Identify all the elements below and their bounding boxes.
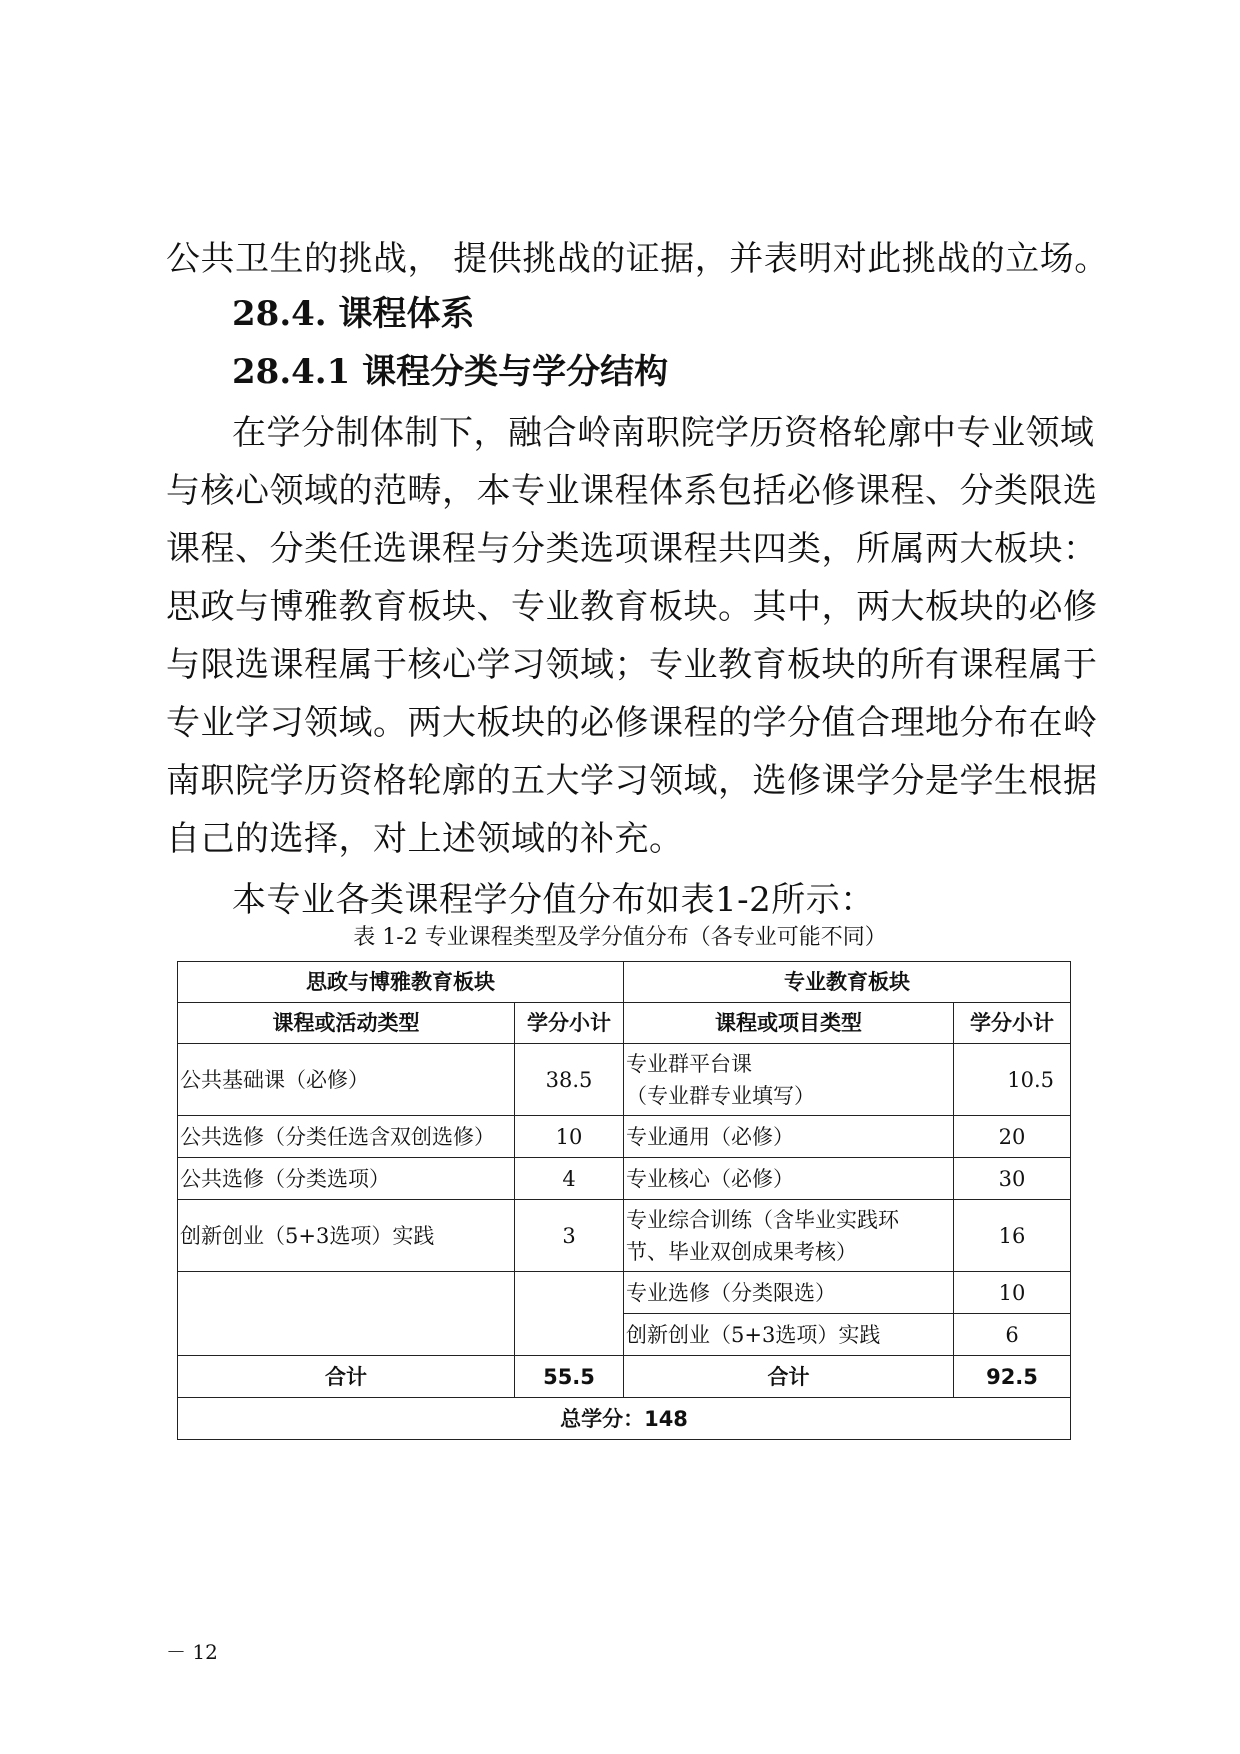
body-text-line: 思政与博雅教育板块、专业教育板块。其中，两大板块的必修 [166,587,1098,627]
body-text-line: 南职院学历资格轮廓的五大学习领域，选修课学分是学生根据 [166,761,1098,801]
column-header: 学分小计 [954,1003,1071,1044]
column-header: 学分小计 [515,1003,624,1044]
total-value: 55.5 [515,1356,624,1398]
table-cell: 专业核心（必修） [624,1158,954,1200]
table-cell: 公共选修（分类任选含双创选修） [178,1116,515,1158]
section-right-header: 专业教育板块 [624,962,1071,1003]
table-cell: 4 [515,1158,624,1200]
column-header: 课程或项目类型 [624,1003,954,1044]
table-intro-text: 本专业各类课程学分值分布如表1-2所示： [232,880,875,920]
table-cell [178,1272,515,1356]
table-cell [624,1044,954,1116]
table-row [178,1116,1071,1158]
total-label: 合计 [178,1356,515,1398]
table-cell: 创新创业（5+3选项）实践 [178,1200,515,1272]
section-heading: 28.4. 课程体系 [232,294,475,334]
table-cell: 6 [954,1314,1071,1356]
table-cell: 3 [515,1200,624,1272]
table-cell: 10.5 [954,1044,1071,1116]
body-text-line: 自己的选择，对上述领域的补充。 [166,819,684,859]
table-row [178,1272,1071,1314]
body-text-line: 公共卫生的挑战， 提供挑战的证据，并表明对此挑战的立场。 [166,239,1109,279]
subsection-heading: 28.4.1 课程分类与学分结构 [232,352,669,392]
cell-line: 节、毕业双创成果考核） [626,1239,857,1264]
page-number: － 12 [166,1640,218,1664]
body-text-line: 在学分制体制下，融合岭南职院学历资格轮廓中专业领域 [232,413,1095,453]
table-column-header-row [178,1003,1071,1044]
table-cell: 创新创业（5+3选项）实践 [624,1314,954,1356]
table-cell: 专业选修（分类限选） [624,1272,954,1314]
table-cell: 公共选修（分类选项） [178,1158,515,1200]
table-row [178,1044,1071,1116]
table-cell: 16 [954,1200,1071,1272]
table-cell: 38.5 [515,1044,624,1116]
table-cell: 20 [954,1116,1071,1158]
body-text-line: 与限选课程属于核心学习领域；专业教育板块的所有课程属于 [166,645,1098,685]
table-section-header-row [178,962,1071,1003]
table-cell [515,1272,624,1356]
table-cell: 10 [515,1116,624,1158]
grand-total: 总学分：148 [178,1398,1071,1440]
credit-distribution-table [177,961,1071,1440]
table-grand-total-row [178,1398,1071,1440]
section-left-header: 思政与博雅教育板块 [178,962,624,1003]
table-caption: 表 1-2 专业课程类型及学分值分布（各专业可能不同） [353,925,887,950]
table-row [178,1200,1071,1272]
table-cell: 30 [954,1158,1071,1200]
table-row [178,1158,1071,1200]
table-cell: 公共基础课（必修） [178,1044,515,1116]
table-total-row [178,1356,1071,1398]
total-label: 合计 [624,1356,954,1398]
column-header: 课程或活动类型 [178,1003,515,1044]
cell-line: （专业群专业填写） [626,1083,815,1108]
cell-line: 专业群平台课 [626,1051,752,1076]
body-text-line: 课程、分类任选课程与分类选项课程共四类，所属两大板块： [166,529,1098,569]
table-cell: 专业通用（必修） [624,1116,954,1158]
cell-line: 专业综合训练（含毕业实践环 [626,1207,899,1232]
table-cell: 10 [954,1272,1071,1314]
body-text-line: 专业学习领域。两大板块的必修课程的学分值合理地分布在岭 [166,703,1098,743]
body-text-line: 与核心领域的范畴，本专业课程体系包括必修课程、分类限选 [166,471,1098,511]
table-cell [624,1200,954,1272]
total-value: 92.5 [954,1356,1071,1398]
